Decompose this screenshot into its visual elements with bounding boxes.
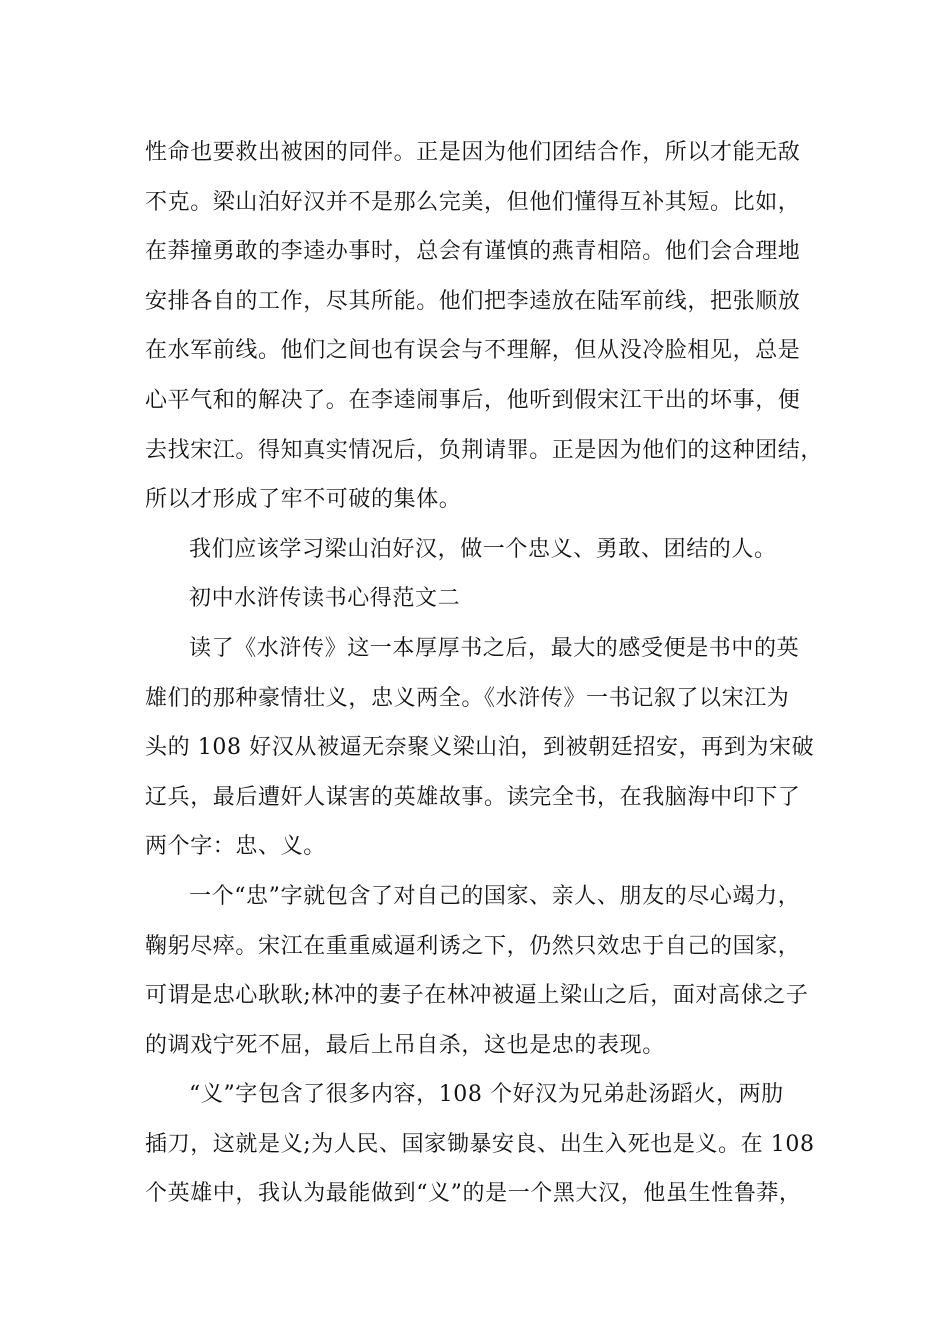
paragraph-4 bbox=[145, 624, 825, 872]
text-line: 在莽撞勇敢的李逵办事时，总会有谨慎的燕青相陪。他们会合理地 bbox=[145, 239, 801, 265]
section-heading bbox=[145, 574, 825, 624]
text-line: 在水军前线。他们之间也有误会与不理解，但从没冷脸相见，总是 bbox=[145, 338, 801, 364]
text-line: 安排各自的工作，尽其所能。他们把李逵放在陆军前线，把张顺放 bbox=[145, 288, 801, 314]
text-line: 插刀，这就是义;为人民、国家锄暴安良、出生入死也是义。在 108 bbox=[145, 1131, 815, 1157]
text-line: 可谓是忠心耿耿;林冲的妻子在林冲被逼上梁山之后，面对高俅之子 bbox=[145, 983, 809, 1009]
paragraph-6 bbox=[145, 1070, 825, 1219]
text-line: 的调戏宁死不屈，最后上吊自杀，这也是忠的表现。 bbox=[145, 1032, 665, 1058]
heading-line: 初中水浒传读书心得范文二 bbox=[189, 586, 461, 612]
text-line: 雄们的那种豪情壮义，忠义两全。《水浒传》一书记叙了以宋江为 bbox=[145, 685, 790, 711]
text-line: 辽兵，最后遭奸人谋害的英雄故事。读完全书，在我脑海中印下了 bbox=[145, 784, 801, 810]
text-line: 不克。梁山泊好汉并不是那么完美，但他们懂得互补其短。比如， bbox=[145, 189, 801, 215]
text-line: 鞠躬尽瘁。宋江在重重威逼利诱之下，仍然只效忠于自己的国家， bbox=[145, 933, 801, 959]
text-line: 两个字：忠、义。 bbox=[145, 834, 326, 860]
text-line: 性命也要救出被困的同伴。正是因为他们团结合作，所以才能无敌 bbox=[145, 140, 801, 165]
text-line: 读了《水浒传》这一本厚厚书之后，最大的感受便是书中的英 bbox=[189, 635, 800, 661]
text-line: 一个“忠”字就包含了对自己的国家、亲人、朋友的尽心竭力， bbox=[189, 883, 801, 909]
paragraph-2 bbox=[145, 525, 825, 575]
text-line: 所以才形成了牢不可破的集体。 bbox=[145, 487, 462, 513]
text-line: 个英雄中，我认为最能做到“义”的是一个黑大汉，他虽生性鲁莽， bbox=[145, 1181, 802, 1207]
text-line: 心平气和的解决了。在李逵闹事后，他听到假宋江干出的坏事，便 bbox=[145, 387, 801, 413]
paragraph-1 bbox=[145, 128, 825, 525]
document-body bbox=[145, 128, 825, 1219]
text-line: “义”字包含了很多内容，108 个好汉为兄弟赴汤蹈火，两肋 bbox=[189, 1082, 784, 1108]
text-line: 我们应该学习梁山泊好汉，做一个忠义、勇敢、团结的人。 bbox=[189, 536, 777, 562]
paragraph-5 bbox=[145, 872, 825, 1070]
text-line: 去找宋江。得知真实情况后，负荆请罪。正是因为他们的这种团结， bbox=[145, 437, 824, 463]
text-line: 头的 108 好汉从被逼无奈聚义梁山泊，到被朝廷招安，再到为宋破 bbox=[145, 735, 815, 761]
